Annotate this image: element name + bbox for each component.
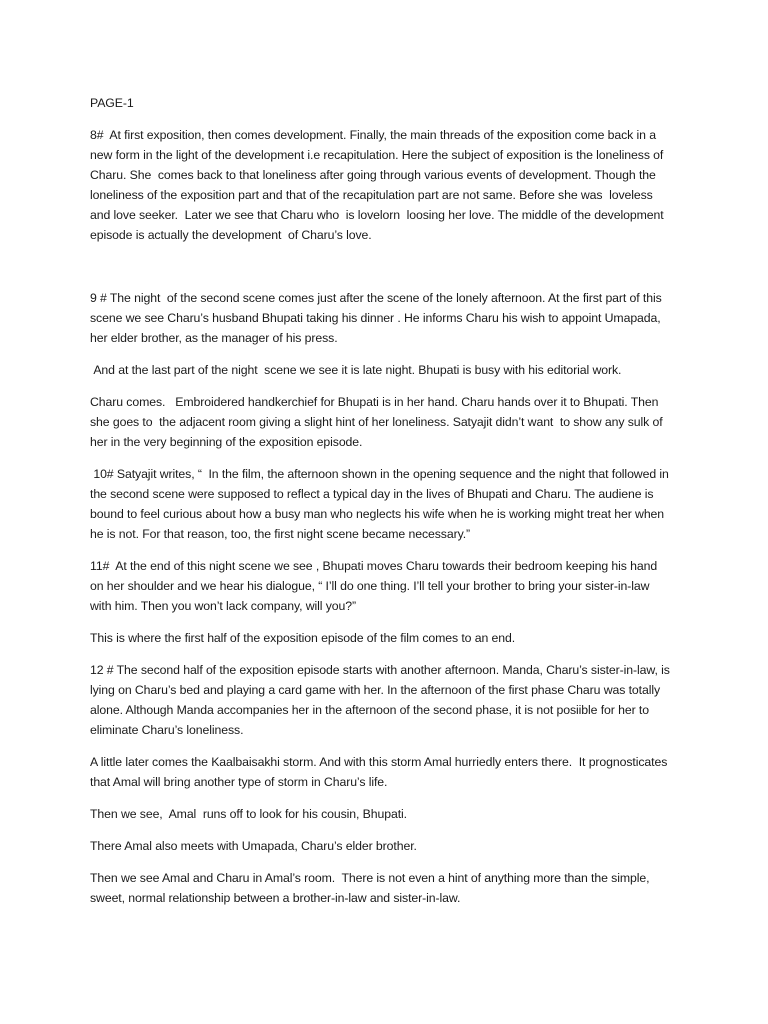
paragraph-storm: A little later comes the Kaalbaisakhi storm. And with this storm Amal hurriedly enters there. It prognosticates that Amal will bring another type of storm in Charu’s life. <box>90 755 671 789</box>
paragraph-umapada: There Amal also meets with Umapada, Charu’s elder brother. <box>90 839 417 853</box>
paragraph-charu-comes: Charu comes. Embroidered handkerchief for Bhupati is in her hand. Charu hands over it to Bhupati. Then she goes to the adjacent room giving a slight hint of her loneliness. Satyajit didn’t want to show any sulk of her in the very beginning of the exposition episode. <box>90 395 666 449</box>
paragraph-amal-runs: Then we see, Amal runs off to look for his cousin, Bhupati. <box>90 807 407 821</box>
paragraph-11: 11# At the end of this night scene we see , Bhupati moves Charu towards their bedroom keeping his hand on her shoulder and we hear his dialogue, “ I’ll do one thing. I’ll tell your brother to bring your sister-in-law with him. Then you won’t lack company, will you?” <box>90 559 661 613</box>
paragraph-late-night: And at the last part of the night scene we see it is late night. Bhupati is busy with his editorial work. <box>90 363 622 377</box>
paragraph-8: 8# At first exposition, then comes development. Finally, the main threads of the exposition come back in a new form in the light of the development i.e recapitulation. Here the subject of exposition is the loneliness of Charu. She comes back to that loneliness after going through various events of development. Though the loneliness of the exposition part and that of the recapitulation part are not same. Before she was loveless and love seeker. Later we see that Charu who is lovelorn loosing her love. The middle of the development episode is actually the development of Charu’s love. <box>90 128 671 242</box>
paragraph-12: 12 # The second half of the exposition episode starts with another afternoon. Manda, Charu’s sister-in-law, is lying on Charu’s bed and playing a card game with her. In the afternoon of the first phase Charu was totally alone. Although Manda accompanies her in the afternoon of the second phase, it is not posiible for her to eliminate Charu’s loneliness. <box>90 663 674 737</box>
page-label: PAGE-1 <box>90 96 134 110</box>
paragraph-10: 10# Satyajit writes, “ In the film, the afternoon shown in the opening sequence and the night that followed in the second scene were supposed to reflect a typical day in the lives of Bhupati and Charu. The audiene is bound to feel curious about how a busy man who neglects his wife when he is working might treat her when he is not. For that reason, too, the first night scene became necessary.” <box>90 467 673 541</box>
paragraph-first-half-end: This is where the first half of the exposition episode of the film comes to an end. <box>90 631 516 645</box>
document-body <box>90 93 674 908</box>
paragraph-9: 9 # The night of the second scene comes just after the scene of the lonely afternoon. At the first part of this scene we see Charu’s husband Bhupati taking his dinner . He informs Charu his wish to appoint Umapada, her elder brother, as the manager of his press. <box>90 291 665 345</box>
paragraph-amal-room: Then we see Amal and Charu in Amal’s room. There is not even a hint of anything more than the simple, sweet, normal relationship between a brother-in-law and sister-in-law. <box>90 871 653 905</box>
